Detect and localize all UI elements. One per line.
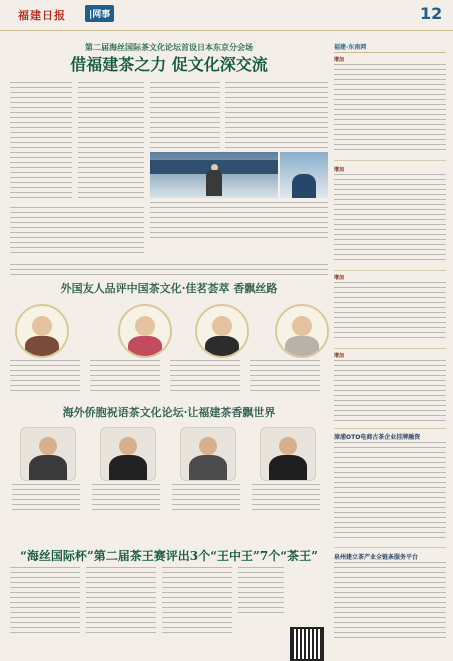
main-article-area — [10, 42, 328, 642]
sidebar-feature-text-1 — [334, 442, 446, 542]
sidebar-feature-headline-1: 漳浦OTO电商古茶企业挂牌融资 — [334, 434, 421, 441]
interview-quote-4 — [250, 360, 320, 394]
section-tag: |网事 — [85, 5, 114, 22]
interviewee-photo-2 — [118, 304, 172, 358]
overseas-guest-photo-4 — [260, 427, 316, 481]
tea-king-column-3 — [162, 567, 232, 637]
tea-king-headline: “海丝国际杯”第二届茶王赛评出3个“王中王”7个“茶王” — [19, 549, 319, 563]
interviewee-photo-3 — [195, 304, 249, 358]
guest-remark-3 — [172, 484, 240, 514]
sidebar-story-4 — [334, 360, 446, 424]
sidebar-item-label: 增加 — [334, 353, 345, 359]
overseas-guest-photo-2 — [100, 427, 156, 481]
masthead — [0, 0, 453, 31]
article-column-5 — [10, 207, 144, 257]
interview-quote-2 — [90, 360, 160, 394]
qr-code-icon[interactable] — [290, 627, 324, 661]
tea-king-column-1 — [10, 567, 80, 637]
sidebar-story-2 — [334, 174, 446, 264]
sidebar-item-label: 增加 — [334, 57, 345, 63]
article-column-4 — [225, 82, 328, 148]
sidebar-column — [334, 42, 446, 642]
interviewee-photo-1 — [15, 304, 69, 358]
interviewee-photo-4 — [275, 304, 329, 358]
caption-strip — [10, 264, 328, 276]
main-kicker: 第二届海丝国际茶文化论坛首设日本东京分会场 — [85, 43, 253, 52]
article-column-1 — [10, 82, 72, 202]
section-banner-2: 海外侨胞祝语茶文化论坛·让福建茶香飘世界 — [62, 406, 276, 419]
interview-quote-3 — [170, 360, 240, 394]
newspaper-logo: 福建日报 — [18, 9, 66, 22]
guest-remark-4 — [252, 484, 320, 514]
overseas-guest-photo-3 — [180, 427, 236, 481]
speaker-photo — [280, 152, 328, 198]
sidebar-story-1 — [334, 64, 446, 154]
main-headline: 借福建茶之力 促文化深交流 — [70, 55, 268, 74]
article-column-6 — [150, 202, 328, 242]
article-column-3 — [150, 82, 220, 148]
forum-stage-photo — [150, 152, 278, 198]
interview-quote-1 — [10, 360, 80, 394]
sidebar-header: 福建·东南网 — [334, 44, 367, 51]
tea-king-column-4 — [238, 567, 284, 617]
guest-remark-1 — [12, 484, 80, 514]
guest-remark-2 — [92, 484, 160, 514]
sidebar-feature-text-2 — [334, 562, 446, 642]
page-number: 12 — [420, 4, 443, 23]
sidebar-item-label: 增加 — [334, 167, 345, 173]
sidebar-story-3 — [334, 282, 446, 342]
sidebar-feature-headline-2: 泉州建立茶产业全链条服务平台 — [334, 554, 419, 561]
tea-king-column-2 — [86, 567, 156, 637]
section-banner-1: 外国友人品评中国茶文化·佳茗荟萃 香飘丝路 — [60, 282, 278, 295]
overseas-guest-photo-1 — [20, 427, 76, 481]
article-column-2 — [78, 82, 144, 202]
sidebar-item-label: 增加 — [334, 275, 345, 281]
